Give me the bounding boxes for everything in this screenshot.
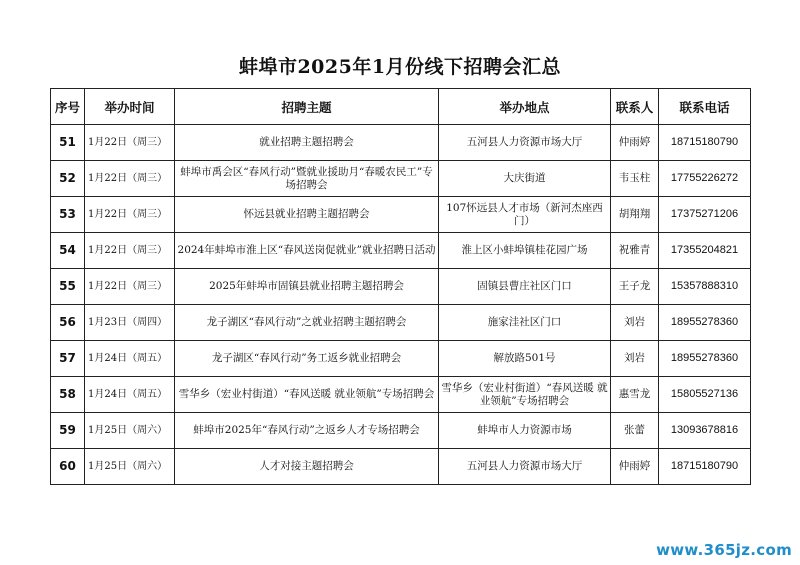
- cell-contact: 惠雪龙: [611, 377, 659, 413]
- table-row: [51, 161, 751, 197]
- cell-phone: 18715180790: [659, 125, 751, 161]
- page-title: 蚌埠市2025年1月份线下招聘会汇总: [238, 56, 562, 78]
- cell-location: 淮上区小蚌埠镇桂花园广场: [439, 233, 611, 269]
- cell-theme: 就业招聘主题招聘会: [175, 125, 439, 161]
- cell-seq: 52: [51, 161, 85, 197]
- cell-time: 1月22日（周三）: [85, 161, 175, 197]
- cell-time: 1月23日（周四）: [85, 305, 175, 341]
- cell-location: 蚌埠市人力资源市场: [439, 413, 611, 449]
- cell-theme: 蚌埠市2025年“春风行动”之返乡人才专场招聘会: [175, 413, 439, 449]
- cell-seq: 59: [51, 413, 85, 449]
- cell-time: 1月25日（周六）: [85, 413, 175, 449]
- cell-location: 五河县人力资源市场大厅: [439, 449, 611, 485]
- cell-location: 解放路501号: [439, 341, 611, 377]
- cell-seq: 51: [51, 125, 85, 161]
- cell-phone: 15805527136: [659, 377, 751, 413]
- cell-theme: 龙子湖区“春风行动”之就业招聘主题招聘会: [175, 305, 439, 341]
- cell-contact: 韦玉柱: [611, 161, 659, 197]
- cell-time: 1月22日（周三）: [85, 233, 175, 269]
- cell-seq: 55: [51, 269, 85, 305]
- cell-contact: 刘岩: [611, 305, 659, 341]
- header-time: 举办时间: [85, 89, 175, 125]
- cell-contact: 仲雨婷: [611, 449, 659, 485]
- cell-time: 1月22日（周三）: [85, 197, 175, 233]
- table-row: [51, 233, 751, 269]
- cell-phone: 13093678816: [659, 413, 751, 449]
- cell-time: 1月25日（周六）: [85, 449, 175, 485]
- cell-theme: 2025年蚌埠市固镇县就业招聘主题招聘会: [175, 269, 439, 305]
- header-location: 举办地点: [439, 89, 611, 125]
- header-theme: 招聘主题: [175, 89, 439, 125]
- watermark: www.365jz.com: [656, 541, 792, 559]
- table-row: [51, 377, 751, 413]
- cell-phone: 18955278360: [659, 305, 751, 341]
- cell-location: 五河县人力资源市场大厅: [439, 125, 611, 161]
- cell-seq: 53: [51, 197, 85, 233]
- cell-contact: 仲雨婷: [611, 125, 659, 161]
- table-row: [51, 197, 751, 233]
- cell-contact: 祝雅青: [611, 233, 659, 269]
- cell-contact: 胡翔翔: [611, 197, 659, 233]
- cell-theme: 龙子湖区“春风行动”务工返乡就业招聘会: [175, 341, 439, 377]
- table-row: [51, 305, 751, 341]
- table-row: [51, 269, 751, 305]
- cell-time: 1月22日（周三）: [85, 125, 175, 161]
- header-seq: 序号: [51, 89, 85, 125]
- cell-phone: 18955278360: [659, 341, 751, 377]
- cell-seq: 56: [51, 305, 85, 341]
- cell-seq: 58: [51, 377, 85, 413]
- cell-location: 107怀远县人才市场（新河杰座西门）: [439, 197, 611, 233]
- cell-phone: 18715180790: [659, 449, 751, 485]
- cell-theme: 蚌埠市禹会区“春风行动”暨就业援助月“春暖农民工”专场招聘会: [175, 161, 439, 197]
- cell-theme: 人才对接主题招聘会: [175, 449, 439, 485]
- cell-theme: 2024年蚌埠市淮上区“春风送岗促就业”就业招聘日活动: [175, 233, 439, 269]
- job-fair-table: [50, 88, 751, 485]
- header-phone: 联系电话: [659, 89, 751, 125]
- cell-seq: 60: [51, 449, 85, 485]
- cell-contact: 张蕾: [611, 413, 659, 449]
- cell-time: 1月24日（周五）: [85, 341, 175, 377]
- cell-phone: 17375271206: [659, 197, 751, 233]
- header-contact: 联系人: [611, 89, 659, 125]
- cell-phone: 15357888310: [659, 269, 751, 305]
- cell-location: 施家洼社区门口: [439, 305, 611, 341]
- cell-phone: 17355204821: [659, 233, 751, 269]
- cell-seq: 54: [51, 233, 85, 269]
- cell-seq: 57: [51, 341, 85, 377]
- table-row: [51, 341, 751, 377]
- cell-theme: 怀远县就业招聘主题招聘会: [175, 197, 439, 233]
- table-header-row: [51, 89, 751, 125]
- cell-phone: 17755226272: [659, 161, 751, 197]
- cell-time: 1月24日（周五）: [85, 377, 175, 413]
- table-row: [51, 449, 751, 485]
- cell-location: 雪华乡（宏业村街道）“春风送暖 就业领航”专场招聘会: [439, 377, 611, 413]
- cell-location: 大庆街道: [439, 161, 611, 197]
- cell-theme: 雪华乡（宏业村街道）“春风送暖 就业领航”专场招聘会: [175, 377, 439, 413]
- cell-time: 1月22日（周三）: [85, 269, 175, 305]
- table-row: [51, 125, 751, 161]
- cell-contact: 刘岩: [611, 341, 659, 377]
- cell-contact: 王子龙: [611, 269, 659, 305]
- cell-location: 固镇县曹庄社区门口: [439, 269, 611, 305]
- table-row: [51, 413, 751, 449]
